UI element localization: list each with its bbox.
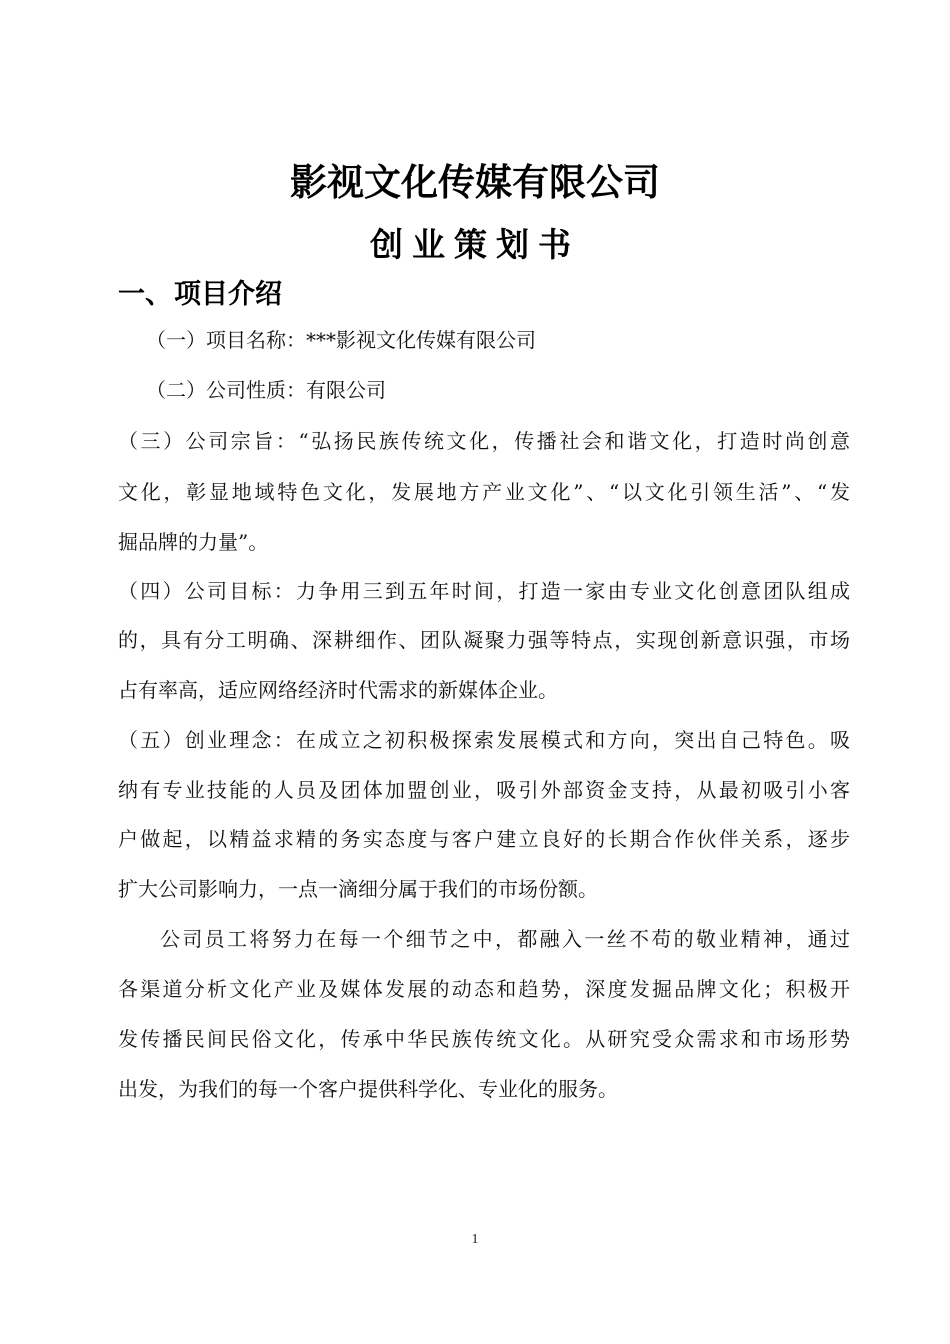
document-title: 影视文化传媒有限公司 <box>290 161 660 204</box>
paragraph-line: （五）创业理念：在成立之初积极探索发展模式和方向，突出自己特色。吸 <box>118 728 850 752</box>
paragraph-line: 占有率高，适应网络经济时代需求的新媒体企业。 <box>118 678 558 702</box>
paragraph-line: 掘品牌的力量”。 <box>118 530 269 554</box>
paragraph-line: 纳有专业技能的人员及团体加盟创业，吸引外部资金支持，从最初吸引小客 <box>118 778 850 802</box>
paragraph-line: （三）公司宗旨：“弘扬民族传统文化，传播社会和谐文化，打造时尚创意 <box>118 429 850 453</box>
document-subtitle: 创业策划书 <box>370 225 580 264</box>
section-heading <box>118 272 282 311</box>
section-number: 一、 <box>118 279 172 310</box>
paragraph-line: 出发，为我们的每一个客户提供科学化、专业化的服务。 <box>118 1077 618 1101</box>
paragraph-line-company-type: （二）公司性质：有限公司 <box>146 378 386 402</box>
paragraph-line: 公司员工将努力在每一个细节之中，都融入一丝不苟的敬业精神，通过 <box>160 927 850 951</box>
paragraph-line: 的，具有分工明确、深耕细作、团队凝聚力强等特点，实现创新意识强，市场 <box>118 628 850 652</box>
paragraph-line-project-name: （一）项目名称：***影视文化传媒有限公司 <box>146 328 536 352</box>
page-number: 1 <box>471 1232 479 1247</box>
paragraph-line: 文化，彰显地域特色文化，发展地方产业文化”、“以文化引领生活”、“发 <box>118 480 850 504</box>
paragraph-line: 各渠道分析文化产业及媒体发展的动态和趋势，深度发掘品牌文化；积极开 <box>118 977 850 1001</box>
section-heading-text: 项目介绍 <box>174 279 282 310</box>
paragraph-line: 户做起，以精益求精的务实态度与客户建立良好的长期合作伙伴关系，逐步 <box>118 827 850 851</box>
paragraph-line: （四）公司目标：力争用三到五年时间，打造一家由专业文化创意团队组成 <box>118 579 850 603</box>
paragraph-line: 发传播民间民俗文化，传承中华民族传统文化。从研究受众需求和市场形势 <box>118 1027 850 1051</box>
paragraph-line: 扩大公司影响力，一点一滴细分属于我们的市场份额。 <box>118 877 598 901</box>
